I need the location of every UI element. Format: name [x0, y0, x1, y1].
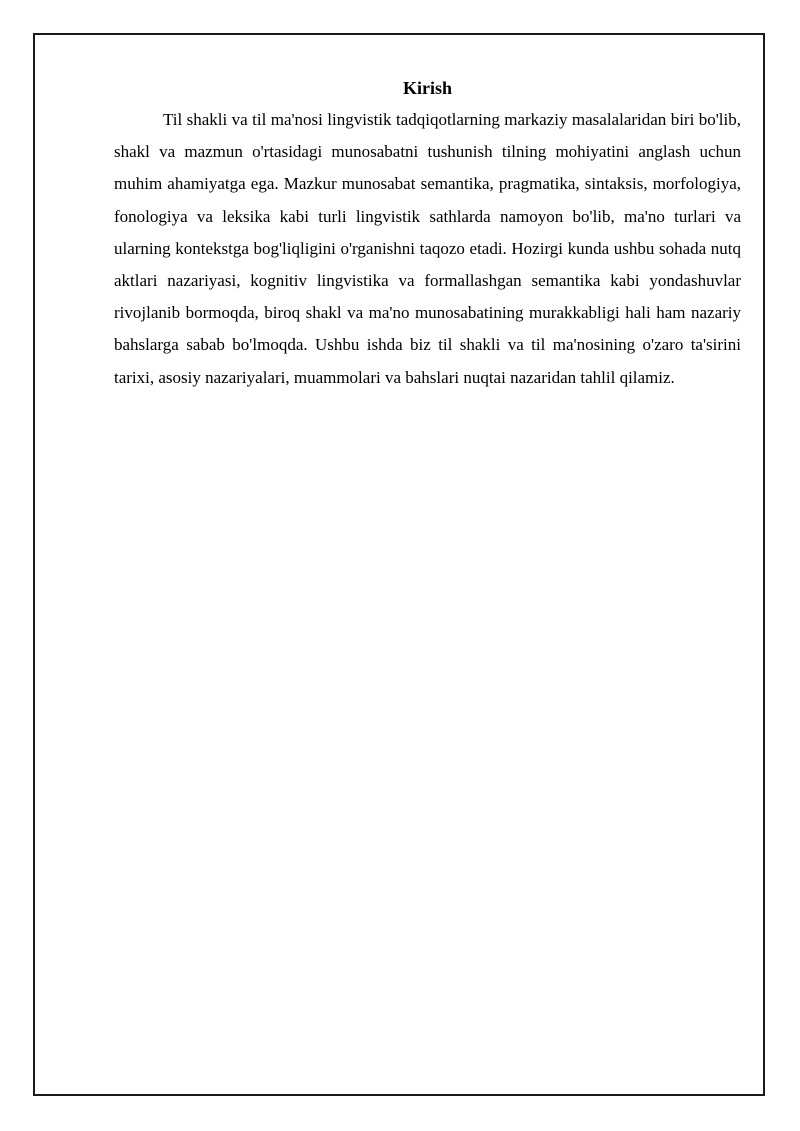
- page-content: [114, 74, 741, 394]
- section-title: Kirish: [402, 78, 452, 98]
- body-paragraph: Til shakli va til ma'nosi lingvistik tadqiqotlarning markaziy masalalaridan biri bo'lib, shakl va mazmun o'rtasidagi munosabatni tushunish tilning mohiyatini anglash uchun muhim ahamiyatga ega. Mazkur munosabat semantika, pragmatika, sintaksis, morfologiya, fonologiya va leksika kabi turli lingvistik sathlarda namoyon bo'lib, ma'no turlari va ularning kontekstga bog'liqligini o'rganishni taqozo etadi. Hozirgi kunda ushbu sohada nutq aktlari nazariyasi, kognitiv lingvistika va formallashgan semantika kabi yondashuvlar rivojlanib bormoqda, biroq shakl va ma'no munosabatining murakkabligi hali ham nazariy bahslarga sabab bo'lmoqda. Ushbu ishda biz til shakli va til ma'nosining o'zaro ta'sirini tarixi, asosiy nazariyalari, muammolari va bahslari nuqtai nazaridan tahlil qilamiz.: [114, 110, 741, 387]
